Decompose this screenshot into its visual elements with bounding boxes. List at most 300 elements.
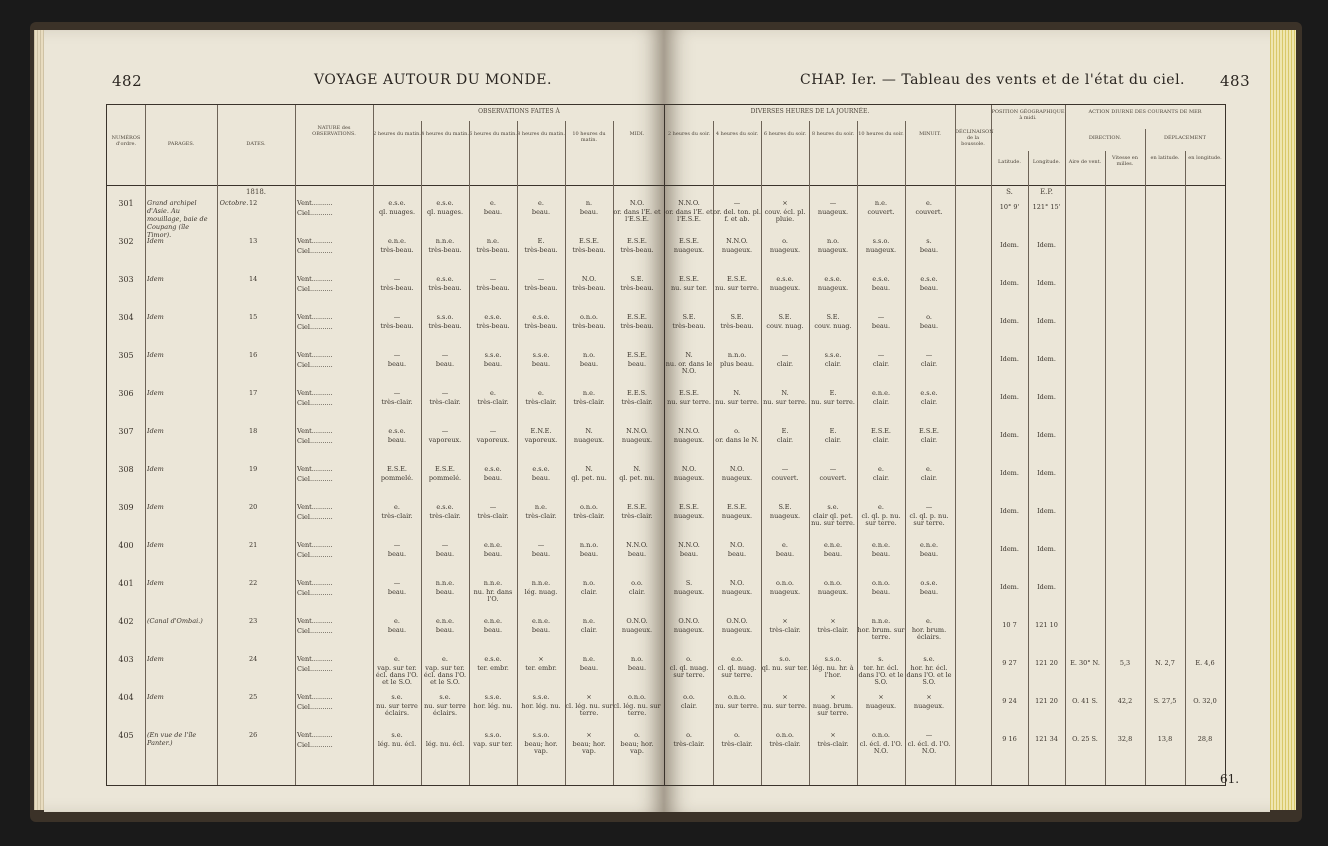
sky-value: cl. écl. d. l'O. N.O.: [859, 740, 903, 755]
longitude-value: 121 34: [1035, 735, 1058, 743]
sky-value: beau.: [775, 550, 795, 558]
sky-value: nuageux.: [721, 246, 753, 254]
wind-value: e.s.e.: [436, 275, 454, 283]
nature-vent-label: Vent..........: [297, 541, 333, 549]
sky-value: clair.: [680, 702, 698, 710]
sky-value: très-beau.: [380, 322, 414, 330]
wind-value: e.o.: [731, 655, 743, 663]
longitude-unit: E.P.: [1040, 188, 1053, 196]
wind-value: ×: [586, 693, 592, 701]
sky-value: très-beau.: [476, 246, 510, 254]
wind-value: —: [537, 541, 545, 549]
sky-value: nuageux.: [673, 474, 705, 482]
wind-value: N.O.: [729, 541, 745, 549]
sky-value: très-beau.: [428, 246, 462, 254]
wind-value: o.n.o.: [580, 313, 598, 321]
wind-value: e.n.e.: [871, 541, 891, 549]
sky-value: beau.: [387, 550, 407, 558]
sky-value: cl. écl. d. l'O. N.O.: [907, 740, 951, 755]
wind-value: —: [441, 351, 449, 359]
sky-value: très-beau.: [380, 284, 414, 292]
row-parage: (En vue de l'île Panter.): [147, 731, 197, 747]
current-speed: 5,3: [1119, 659, 1131, 667]
wind-value: s.e.: [827, 503, 839, 511]
right-table: [664, 104, 1226, 786]
month-label: Octobre.: [219, 199, 249, 207]
row-number: 301: [118, 199, 134, 208]
sky-value: très-beau.: [524, 246, 558, 254]
sky-value: cl. ql. nuag. sur terre.: [669, 664, 709, 679]
header-hour-evening: 4 heures du soir.: [715, 131, 759, 137]
sky-value: lég. nu. écl.: [425, 740, 465, 748]
row-parage: Idem: [147, 465, 164, 473]
nature-vent-label: Vent..........: [297, 579, 333, 587]
row-number: 307: [118, 427, 134, 436]
wind-value: o.s.e.: [920, 579, 938, 587]
wind-value: n.o.: [582, 579, 596, 587]
sky-value: nuageux.: [865, 702, 897, 710]
wind-value: —: [393, 579, 401, 587]
sky-value: beau.: [483, 360, 503, 368]
sky-value: or. dans l'E. et l'E.S.E.: [665, 208, 713, 223]
wind-value: E.: [829, 427, 837, 435]
longitude-value: 121° 15': [1032, 203, 1061, 211]
wind-value: n.e.: [582, 655, 596, 663]
sky-value: hor. hr. écl. dans l'O. et le S.O.: [906, 664, 952, 686]
nature-ciel-label: Ciel...........: [297, 399, 333, 407]
row-number: 304: [118, 313, 134, 322]
latitude-value: Idem.: [1000, 431, 1019, 439]
longitude-value: Idem.: [1037, 279, 1056, 287]
sky-value: beau.: [871, 588, 891, 596]
wind-value: ×: [782, 617, 788, 625]
longitude-value: Idem.: [1037, 431, 1056, 439]
sky-value: très-beau.: [428, 322, 462, 330]
wind-value: e.n.e.: [483, 617, 503, 625]
row-parage: Idem: [147, 275, 164, 283]
wind-value: E.S.E.: [871, 427, 891, 435]
sky-value: clair.: [872, 360, 890, 368]
sky-value: beau.: [531, 208, 551, 216]
sky-value: nuageux.: [865, 246, 897, 254]
wind-value: N.: [781, 389, 789, 397]
wind-value: e.s.e.: [484, 313, 502, 321]
table-row: [665, 273, 1225, 311]
wind-value: e.s.e.: [776, 275, 794, 283]
nature-vent-label: Vent..........: [297, 351, 333, 359]
wind-value: s.e.: [391, 731, 403, 739]
wind-value: e.: [442, 655, 448, 663]
nature-ciel-label: Ciel...........: [297, 551, 333, 559]
wind-value: E.: [537, 237, 545, 245]
sky-value: beau.: [579, 550, 599, 558]
wind-value: ×: [782, 199, 788, 207]
sky-value: beau.: [579, 360, 599, 368]
wind-value: ×: [830, 693, 836, 701]
sky-value: nu. sur terre éclairs.: [376, 702, 418, 717]
wind-value: N.N.O.: [626, 541, 648, 549]
wind-value: n.: [585, 199, 593, 207]
left-running-title: VOYAGE AUTOUR DU MONDE.: [314, 72, 552, 88]
nature-ciel-label: Ciel...........: [297, 703, 333, 711]
sky-value: clair.: [872, 398, 890, 406]
wind-value: e.n.e.: [871, 389, 891, 397]
sky-value: nuageux.: [673, 626, 705, 634]
header-hour-morning: 4 heures du matin.: [421, 131, 469, 137]
table-row: [107, 615, 665, 653]
nature-ciel-label: Ciel...........: [297, 323, 333, 331]
sky-value: nu. sur terre.: [763, 702, 807, 710]
sky-value: très-clair.: [721, 740, 753, 748]
nature-ciel-label: Ciel...........: [297, 741, 333, 749]
sky-value: beau.: [483, 626, 503, 634]
table-row: [665, 425, 1225, 463]
sky-value: très-beau.: [380, 246, 414, 254]
table-row: [107, 653, 665, 691]
sky-value: très-beau.: [620, 322, 654, 330]
wind-value: E.S.E.: [919, 427, 939, 435]
sky-value: beau.: [871, 550, 891, 558]
header-declinaison: DÉCLINAISON de la boussole.: [955, 129, 994, 147]
wind-value: —: [393, 541, 401, 549]
wind-value: e.: [490, 389, 496, 397]
sky-value: nuageux.: [621, 436, 653, 444]
wind-value: o.n.o.: [872, 731, 890, 739]
wind-value: s.s.e.: [824, 351, 842, 359]
sky-value: beau.: [579, 664, 599, 672]
sky-value: très-clair.: [817, 626, 849, 634]
header-courants: ACTION DIURNE DES COURANTS DE MER: [1088, 109, 1202, 115]
latitude-value: Idem.: [1000, 355, 1019, 363]
row-number: 305: [118, 351, 134, 360]
sky-value: clair.: [920, 360, 938, 368]
latitude-value: Idem.: [1000, 545, 1019, 553]
wind-value: —: [489, 427, 497, 435]
sky-value: hor. lég. nu.: [521, 702, 561, 710]
wind-value: N.: [733, 389, 741, 397]
header-nature: NATURE des OBSERVATIONS.: [312, 125, 356, 137]
longitude-value: Idem.: [1037, 507, 1056, 515]
wind-value: e.s.e.: [484, 655, 502, 663]
sky-value: pommelé.: [380, 474, 414, 482]
row-date: 14: [249, 275, 258, 283]
header-parages: PARAGES.: [167, 141, 195, 147]
sky-value: beau.: [483, 474, 503, 482]
row-parage: Grand archipel d'Asie. Au mouillage, baie de Coupang (île Timor).: [147, 199, 208, 239]
sky-value: couvert.: [915, 208, 943, 216]
wind-value: E.S.E.: [679, 237, 699, 245]
wind-value: S.E.: [778, 503, 792, 511]
latitude-value: 9 16: [1002, 735, 1017, 743]
year-label: 1818.: [245, 188, 267, 196]
wind-value: —: [393, 275, 401, 283]
wind-value: —: [829, 465, 837, 473]
nature-vent-label: Vent..........: [297, 389, 333, 397]
wind-value: —: [925, 351, 933, 359]
sky-value: très-beau.: [620, 284, 654, 292]
sky-value: nuageux.: [721, 512, 753, 520]
table-row: [107, 691, 665, 729]
wind-value: o.n.o.: [580, 503, 598, 511]
wind-value: N.: [585, 465, 593, 473]
wind-value: n.o.: [826, 237, 840, 245]
wind-value: ×: [830, 617, 836, 625]
row-number: 308: [118, 465, 134, 474]
header-hour-evening: 2 heures du soir.: [667, 131, 711, 137]
current-speed: 32,8: [1117, 735, 1133, 743]
sky-value: nuageux.: [721, 474, 753, 482]
displacement-latitude: N. 2,7: [1155, 659, 1175, 667]
wind-value: s.s.o.: [436, 313, 454, 321]
wind-value: e.s.e.: [436, 199, 454, 207]
latitude-value: Idem.: [1000, 279, 1019, 287]
wind-value: E.S.E.: [435, 465, 455, 473]
sky-value: nuageux.: [721, 626, 753, 634]
sky-value: très-beau.: [720, 322, 754, 330]
wind-value: e.: [394, 655, 400, 663]
table-row: [665, 539, 1225, 577]
wind-value: E.S.E.: [679, 275, 699, 283]
wind-value: E.S.E.: [579, 237, 599, 245]
sky-value: beau.: [531, 360, 551, 368]
header-hour-morning: 8 heures du matin.: [517, 131, 565, 137]
displacement-latitude: S. 27,5: [1153, 697, 1177, 705]
wind-value: —: [877, 351, 885, 359]
sky-value: vap. sur ter.: [473, 740, 513, 748]
wind-value: e.s.e.: [824, 275, 842, 283]
wind-value: o.o.: [683, 693, 695, 701]
nature-ciel-label: Ciel...........: [297, 361, 333, 369]
wind-value: s.s.o.: [484, 731, 502, 739]
right-running-title: CHAP. Ier. — Tableau des vents et de l'état du ciel.: [800, 72, 1186, 88]
sky-value: clair.: [872, 436, 890, 444]
wind-value: e.n.e.: [483, 541, 503, 549]
sky-value: très-beau.: [572, 284, 606, 292]
nature-ciel-label: Ciel...........: [297, 437, 333, 445]
left-page-number: 482: [112, 72, 143, 90]
wind-value: n.n.e.: [483, 579, 503, 587]
wind-value: ×: [586, 731, 592, 739]
sky-value: beau.: [435, 588, 455, 596]
wind-value: o.n.o.: [628, 693, 646, 701]
row-date: 16: [249, 351, 258, 359]
wind-value: e.s.e.: [436, 503, 454, 511]
sky-value: nuageux.: [769, 588, 801, 596]
page-edges-right: [1270, 30, 1296, 810]
wind-value: o.: [686, 655, 692, 663]
sky-value: cl. ql. p. nu. sur terre.: [909, 512, 949, 527]
header-hour-evening: 10 heures du soir.: [858, 131, 904, 137]
sky-value: très-clair.: [381, 512, 413, 520]
wind-value: S.: [685, 579, 693, 587]
sky-value: or. del. ton. pl. f. et ab.: [713, 208, 761, 223]
wind-value: e.: [394, 503, 400, 511]
header-dates: DATES.: [246, 141, 266, 147]
row-date: 25: [249, 693, 258, 701]
wind-value: o.: [634, 731, 640, 739]
wind-value: s.: [878, 655, 884, 663]
wind-value: ×: [830, 731, 836, 739]
header-vitesse: Vitesse en milles.: [1112, 155, 1138, 167]
sky-value: très-beau.: [672, 322, 706, 330]
wind-value: o.: [782, 237, 788, 245]
wind-value: E.S.E.: [627, 351, 647, 359]
wind-value: —: [441, 541, 449, 549]
wind-value: ×: [926, 693, 932, 701]
wind-value: s.s.o.: [824, 655, 842, 663]
header-en-longitude: en longitude.: [1188, 155, 1222, 161]
wind-value: e.n.e.: [919, 541, 939, 549]
wind-value: o.o.: [631, 579, 643, 587]
sky-value: lég. nu. écl.: [377, 740, 417, 748]
wind-value: —: [393, 313, 401, 321]
table-row: [107, 463, 665, 501]
left-page: [44, 30, 664, 812]
table-row: [665, 235, 1225, 273]
row-date: 13: [249, 237, 258, 245]
wind-value: ×: [538, 655, 544, 663]
sky-value: ql. nuages.: [426, 208, 464, 216]
wind-value: e.: [878, 465, 884, 473]
wind-value: e.s.e.: [532, 465, 550, 473]
table-row: [665, 197, 1225, 235]
wind-value: e.: [490, 199, 496, 207]
sky-value: beau.: [531, 550, 551, 558]
table-row: [107, 273, 665, 311]
wind-value: E.S.E.: [679, 389, 699, 397]
wind-value: e.: [878, 503, 884, 511]
current-direction: O. 25 S.: [1072, 735, 1098, 743]
sky-value: nu. sur terre.: [715, 702, 759, 710]
wind-value: n.e.: [582, 389, 596, 397]
wind-value: —: [489, 503, 497, 511]
wind-value: e.: [782, 541, 788, 549]
sky-value: nuageux.: [817, 208, 849, 216]
wind-value: e.: [394, 617, 400, 625]
table-row: [665, 463, 1225, 501]
header-diverses-heures: DIVERSES HEURES DE LA JOURNÉE.: [750, 108, 870, 115]
sky-value: nuageux.: [769, 246, 801, 254]
header-hour-evening: MINUIT.: [919, 131, 941, 137]
header-longitude: Longitude.: [1032, 159, 1061, 165]
wind-value: E.S.E.: [627, 503, 647, 511]
row-date: 20: [249, 503, 258, 511]
nature-vent-label: Vent..........: [297, 503, 333, 511]
sky-value: très-beau.: [572, 246, 606, 254]
wind-value: e.n.e.: [435, 617, 455, 625]
row-date: 26: [249, 731, 258, 739]
row-parage: Idem: [147, 313, 164, 321]
wind-value: —: [781, 465, 789, 473]
wind-value: o.n.o.: [728, 693, 746, 701]
row-number: 402: [118, 617, 134, 626]
row-parage: Idem: [147, 541, 164, 549]
wind-value: E.N.E.: [530, 427, 552, 435]
sky-value: couvert.: [867, 208, 895, 216]
wind-value: N.N.O.: [678, 199, 700, 207]
sky-value: or. dans le N.: [715, 436, 759, 444]
wind-value: E.S.E.: [627, 237, 647, 245]
header-hour-evening: 8 heures du soir.: [811, 131, 855, 137]
sky-value: nu. hr. dans l'O.: [473, 588, 513, 603]
header-numeros: NUMÉROS d'ordre.: [111, 135, 141, 147]
table-row: [665, 691, 1225, 729]
longitude-value: Idem.: [1037, 355, 1056, 363]
row-date: 17: [249, 389, 258, 397]
row-date: 24: [249, 655, 258, 663]
wind-value: E.E.S.: [627, 389, 647, 397]
sky-value: beau.: [871, 284, 891, 292]
sky-value: nuag. brum. sur terre.: [812, 702, 854, 717]
sky-value: beau.: [387, 588, 407, 596]
sky-value: beau.: [679, 550, 699, 558]
sky-value: nuageux.: [913, 702, 945, 710]
nature-vent-label: Vent..........: [297, 199, 333, 207]
sky-value: couv. nuag.: [814, 322, 852, 330]
sky-value: ter. embr.: [477, 664, 509, 672]
sky-value: très-clair.: [429, 398, 461, 406]
wind-value: N.: [685, 351, 693, 359]
wind-value: E.: [781, 427, 789, 435]
sky-value: nu. sur ter.: [670, 284, 708, 292]
table-row: [665, 615, 1225, 653]
sky-value: clair.: [580, 588, 598, 596]
wind-value: —: [781, 351, 789, 359]
wind-value: —: [829, 199, 837, 207]
longitude-value: Idem.: [1037, 469, 1056, 477]
sky-value: beau.: [387, 626, 407, 634]
nature-ciel-label: Ciel...........: [297, 247, 333, 255]
table-row: [665, 311, 1225, 349]
header-aire-de-vent: Aire de vent.: [1068, 159, 1102, 165]
sky-value: clair.: [920, 398, 938, 406]
wind-value: o.: [926, 313, 932, 321]
right-page: [664, 30, 1270, 812]
sky-value: nu. sur terre.: [667, 398, 711, 406]
sky-value: beau.: [435, 550, 455, 558]
right-page-number: 483: [1220, 72, 1251, 90]
table-row: [665, 653, 1225, 691]
wind-value: s.e.: [391, 693, 403, 701]
right-table-header: [665, 105, 1225, 186]
table-row: [665, 387, 1225, 425]
wind-value: —: [925, 731, 933, 739]
latitude-value: 9 24: [1002, 697, 1017, 705]
sky-value: beau.: [727, 550, 747, 558]
wind-value: —: [537, 275, 545, 283]
left-table-header: [107, 105, 665, 186]
left-table: [106, 104, 666, 786]
latitude-value: 10° 9': [999, 203, 1020, 211]
sky-value: très-beau.: [476, 322, 510, 330]
wind-value: n.e.: [486, 237, 500, 245]
sky-value: beau.: [919, 550, 939, 558]
row-parage: Idem: [147, 655, 164, 663]
nature-ciel-label: Ciel...........: [297, 665, 333, 673]
sky-value: hor. brum. sur terre.: [857, 626, 905, 641]
header-en-latitude: en latitude.: [1150, 155, 1180, 161]
row-parage: Idem: [147, 579, 164, 587]
table-row: [107, 387, 665, 425]
wind-value: s.e.: [923, 655, 935, 663]
current-direction: E. 30° N.: [1070, 659, 1100, 667]
sky-value: nuageux.: [673, 512, 705, 520]
sky-value: beau.: [627, 664, 647, 672]
wind-value: ×: [782, 693, 788, 701]
row-date: 12: [249, 199, 258, 207]
sky-value: très-beau.: [524, 284, 558, 292]
wind-value: e.s.e.: [388, 427, 406, 435]
